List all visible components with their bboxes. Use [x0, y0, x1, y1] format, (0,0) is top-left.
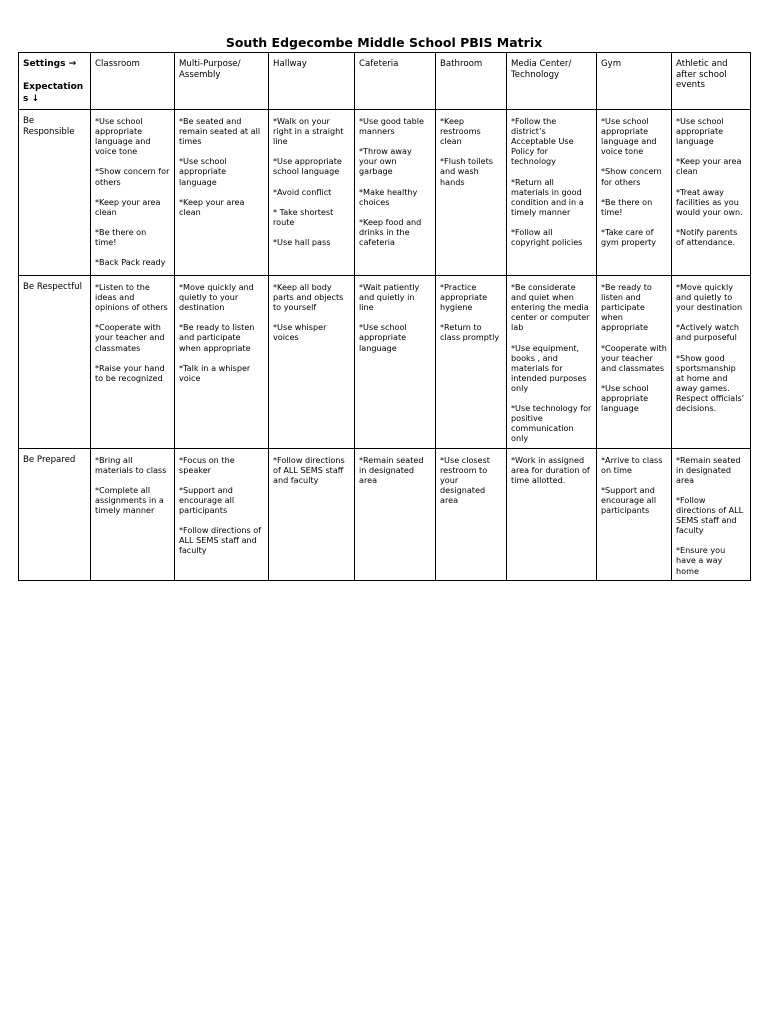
- matrix-cell-item: *Keep food and drinks in the cafeteria: [359, 216, 422, 247]
- setting-header: Hallway: [269, 53, 355, 110]
- matrix-cell-item: *Show good sportsmanship at home and away games. Respect officials’ decisions.: [676, 352, 745, 414]
- matrix-cell-item: *Use hall pass: [273, 236, 331, 247]
- settings-label: Settings →: [23, 59, 77, 69]
- matrix-cell: [597, 110, 672, 276]
- matrix-cell: [507, 276, 597, 449]
- matrix-cell-item: *Show concern for others: [95, 166, 170, 187]
- matrix-cell-item: *Use school appropriate language and voice tone: [601, 116, 657, 157]
- matrix-cell-item: *Wait patiently and quietly in line: [359, 282, 420, 313]
- matrix-cell-item: *Use school appropriate language: [601, 382, 649, 414]
- matrix-cell-item: *Keep your area clean: [95, 196, 161, 217]
- expectation-row-be-prepared: [19, 448, 751, 580]
- setting-header: Cafeteria: [355, 53, 436, 110]
- matrix-cell: [436, 110, 507, 276]
- matrix-cell-item: *Bring all materials to class: [95, 454, 167, 475]
- matrix-cell: [597, 276, 672, 449]
- matrix-cell-item: *Make healthy choices: [359, 186, 418, 207]
- matrix-cell: [672, 110, 751, 276]
- matrix-cell-item: *Move quickly and quietly to your destination: [676, 282, 743, 313]
- matrix-cell-item: *Complete all assignments in a timely manner: [95, 484, 164, 515]
- matrix-cell-item: *Keep restrooms clean: [440, 116, 481, 147]
- setting-header: Gym: [597, 53, 672, 110]
- matrix-cell-item: *Raise your hand to be recognized: [95, 362, 165, 383]
- matrix-cell-item: *Throw away your own garbage: [359, 146, 412, 177]
- matrix-cell: [269, 110, 355, 276]
- matrix-cell-item: *Support and encourage all participants: [601, 484, 657, 515]
- matrix-cell: [175, 448, 269, 580]
- expectation-row-be-respectful: [19, 276, 751, 449]
- expectation-label: Be Prepared: [19, 448, 91, 580]
- matrix-cell-item: *Focus on the speaker: [179, 454, 235, 475]
- matrix-cell: [175, 110, 269, 276]
- matrix-cell-item: *Use good table manners: [359, 116, 424, 137]
- matrix-cell-item: *Practice appropriate hygiene: [440, 282, 488, 313]
- expectation-label: Be Responsible: [19, 110, 91, 276]
- matrix-cell: [175, 276, 269, 449]
- matrix-cell: [672, 448, 751, 580]
- matrix-cell: [355, 110, 436, 276]
- matrix-cell: [355, 276, 436, 449]
- corner-cell: [19, 53, 91, 110]
- matrix-cell-item: *Use equipment, books , and materials for intended purposes only: [511, 342, 587, 393]
- matrix-cell-item: *Return all materials in good condition and in a timely manner: [511, 176, 584, 217]
- matrix-cell-item: *Take care of gym property: [601, 226, 657, 247]
- matrix-cell-item: *Use school appropriate language: [179, 156, 227, 187]
- matrix-cell-item: *Use school appropriate language and voice tone: [95, 116, 151, 157]
- page-title: South Edgecombe Middle School PBIS Matrix: [225, 35, 543, 50]
- setting-header: Athletic and after school events: [672, 53, 751, 110]
- matrix-cell-item: *Listen to the ideas and opinions of others: [95, 282, 168, 313]
- matrix-cell-item: *Use whisper voices: [273, 322, 327, 343]
- matrix-cell-item: *Flush toilets and wash hands: [440, 156, 493, 187]
- matrix-cell-item: *Follow the district’s Acceptable Use Policy for technology: [511, 116, 574, 167]
- matrix-cell-item: *Back Pack ready: [95, 257, 166, 268]
- matrix-cell: [436, 276, 507, 449]
- matrix-cell-item: *Be there on time!: [601, 196, 653, 217]
- matrix-cell-item: *Follow directions of ALL SEMS staff and faculty: [273, 454, 345, 485]
- matrix-cell-item: *Cooperate with your teacher and classmates: [601, 342, 667, 373]
- matrix-cell-item: *Use technology for positive communication only: [511, 403, 592, 444]
- setting-header: Multi-Purpose/ Assembly: [175, 53, 269, 110]
- matrix-cell-item: *Cooperate with your teacher and classmates: [95, 322, 165, 353]
- matrix-cell-item: *Follow directions of ALL SEMS staff and faculty: [179, 525, 262, 556]
- matrix-cell-item: *Keep your area clean: [179, 196, 245, 217]
- matrix-cell-item: *Keep all body parts and objects to yourself: [273, 282, 344, 313]
- matrix-cell: [269, 448, 355, 580]
- matrix-cell-item: *Show concern for others: [601, 166, 662, 187]
- matrix-cell: [355, 448, 436, 580]
- expectation-label: Be Respectful: [19, 276, 91, 449]
- matrix-cell-item: * Take shortest route: [273, 206, 334, 227]
- matrix-cell: [436, 448, 507, 580]
- matrix-cell-item: *Avoid conflict: [273, 186, 332, 197]
- matrix-cell-item: *Talk in a whisper voice: [179, 362, 251, 383]
- matrix-cell-item: *Return to class promptly: [440, 322, 500, 343]
- matrix-cell-item: *Be there on time!: [95, 226, 147, 247]
- matrix-cell-item: *Notify parents of attendance.: [676, 226, 738, 247]
- matrix-cell-item: *Remain seated in designated area: [676, 454, 741, 485]
- header-row: [19, 53, 751, 110]
- matrix-cell-item: *Ensure you have a way home: [676, 545, 726, 576]
- matrix-cell: [91, 276, 175, 449]
- pbis-matrix-table: [18, 52, 751, 581]
- matrix-cell-item: *Use school appropriate language: [676, 116, 724, 147]
- matrix-cell-item: *Treat away facilities as you would your own.: [676, 186, 743, 217]
- matrix-cell-item: *Keep your area clean: [676, 156, 742, 177]
- matrix-cell-item: *Arrive to class on time: [601, 454, 663, 475]
- matrix-cell-item: *Work in assigned area for duration of time allotted.: [511, 454, 590, 485]
- matrix-cell: [507, 448, 597, 580]
- setting-header: Media Center/ Technology: [507, 53, 597, 110]
- matrix-cell-item: *Use school appropriate language: [359, 322, 407, 353]
- matrix-cell: [91, 448, 175, 580]
- matrix-cell-item: *Follow all copyright policies: [511, 226, 583, 248]
- matrix-cell-item: *Remain seated in designated area: [359, 454, 424, 485]
- matrix-cell: [597, 448, 672, 580]
- matrix-cell: [91, 110, 175, 276]
- expectations-label: Expectations ↓: [23, 82, 84, 104]
- matrix-cell-item: *Move quickly and quietly to your destination: [179, 282, 254, 313]
- matrix-cell: [672, 276, 751, 449]
- matrix-cell-item: *Support and encourage all participants: [179, 484, 235, 515]
- matrix-cell: [269, 276, 355, 449]
- matrix-cell-item: *Walk on your right in a straight line: [273, 116, 344, 147]
- matrix-cell-item: *Follow directions of ALL SEMS staff and faculty: [676, 494, 744, 536]
- setting-header: Bathroom: [436, 53, 507, 110]
- matrix-cell-item: *Be seated and remain seated at all times: [179, 116, 261, 147]
- matrix-cell-item: *Use closest restroom to your designated area: [440, 454, 490, 505]
- setting-header: Classroom: [91, 53, 175, 110]
- matrix-cell-item: *Be ready to listen and participate when appropriate: [179, 322, 255, 353]
- matrix-cell-item: *Use appropriate school language: [273, 156, 342, 177]
- matrix-cell-item: *Be considerate and quiet when entering the media center or computer lab: [511, 282, 590, 333]
- matrix-cell: [507, 110, 597, 276]
- matrix-cell-item: *Actively watch and purposeful: [676, 322, 740, 343]
- expectation-row-be-responsible: [19, 110, 751, 276]
- matrix-cell-item: *Be ready to listen and participate when appropriate: [601, 282, 652, 333]
